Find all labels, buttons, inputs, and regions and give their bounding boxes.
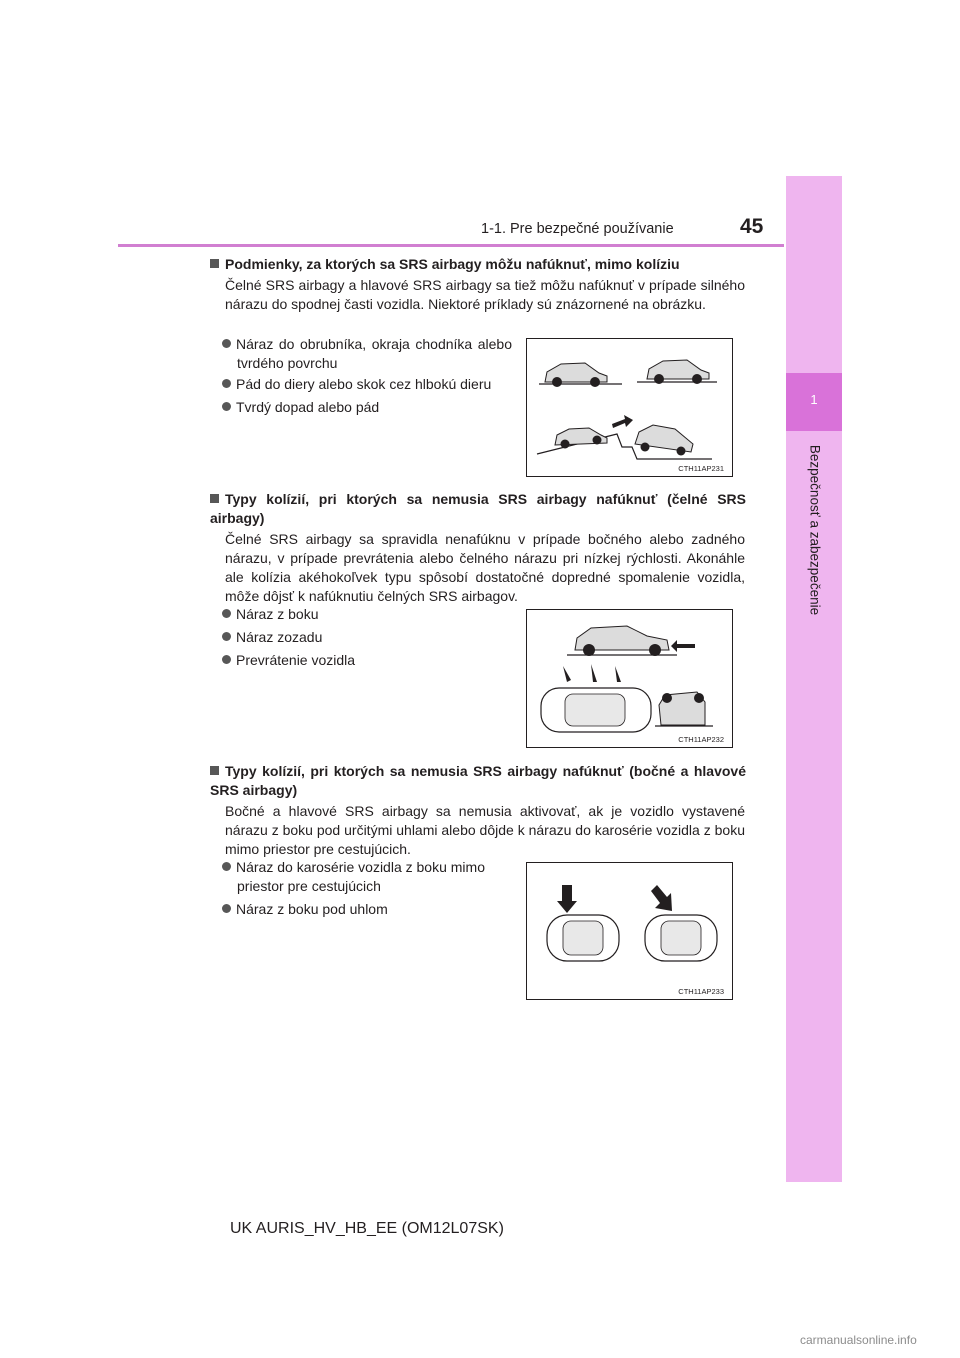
figure-curb-impact (526, 338, 733, 477)
square-bullet-icon (210, 766, 219, 775)
round-bullet-icon (222, 655, 231, 664)
car-impact-illustration (527, 339, 732, 476)
section-body-2: Čelné SRS airbagy sa spravidla nenafúknu v prípade bočného alebo zadného nárazu, v prípade prevrátenia alebo čelného nárazu pri nízkej rýchlosti. Akonáhle ale kolízia akéhokoľvek typu spôsobí dostatočné dopredné spomalenie vozidla, môže dôjsť k nafúknutiu čelných SRS airbagov. (225, 531, 745, 604)
chapter-number: 1 (810, 392, 818, 407)
section-body-3: Bočné a hlavové SRS airbagy sa nemusia aktivovať, ak je vozidlo vystavené nárazu z boku pod určitými uhlami alebo dôjde k nárazu do karosérie vozidla z boku mimo priestor pre cestujúcich. (225, 803, 745, 857)
figure-side-rear-rollover (526, 609, 733, 748)
square-bullet-icon (210, 259, 219, 268)
section-heading-1: Podmienky, za ktorých sa SRS airbagy môžu nafúknuť, mimo kolíziu (210, 255, 746, 274)
header-rule (118, 244, 784, 247)
car-collision-types-illustration (527, 610, 732, 747)
round-bullet-icon (222, 339, 231, 348)
list-item: Náraz zozadu (222, 628, 512, 647)
list-item: Náraz do obrubníka, okraja chodníka alebo tvrdého povrchu (222, 335, 512, 373)
list-item: Náraz z boku (222, 605, 512, 624)
list-item: Náraz do karosérie vozidla z boku mimo priestor pre cestujúcich (222, 858, 512, 896)
round-bullet-icon (222, 609, 231, 618)
section-body-1: Čelné SRS airbagy a hlavové SRS airbagy sa tiež môžu nafúknuť v prípade silného nárazu do spodnej časti vozidla. Niektoré príklady sú znázornené na obrázku. (225, 277, 745, 312)
section-heading-3: Typy kolízií, pri ktorých sa nemusia SRS airbagy nafúknuť (bočné a hlavové SRS airbagy) (210, 763, 746, 798)
round-bullet-icon (222, 632, 231, 641)
section-title: 1-1. Pre bezpečné používanie (481, 221, 674, 237)
figure-code: CTH11AP231 (678, 464, 724, 473)
list-item: Tvrdý dopad alebo pád (222, 398, 512, 417)
list-item: Pád do diery alebo skok cez hlbokú dieru (222, 375, 512, 394)
round-bullet-icon (222, 904, 231, 913)
figure-side-body-impact (526, 862, 733, 1000)
square-bullet-icon (210, 494, 219, 503)
list-item: Náraz z boku pod uhlom (222, 900, 512, 919)
chapter-side-strip (786, 176, 842, 1182)
model-code: UK AURIS_HV_HB_EE (OM12L07SK) (230, 1220, 504, 1237)
car-side-impact-illustration (527, 863, 732, 999)
chapter-label: Bezpečnosť a zabezpečenie (807, 444, 823, 616)
page-number: 45 (740, 215, 764, 238)
list-item: Prevrátenie vozidla (222, 651, 512, 670)
watermark: carmanualsonline.info (800, 1333, 917, 1347)
round-bullet-icon (222, 402, 231, 411)
round-bullet-icon (222, 862, 231, 871)
figure-code: CTH11AP233 (678, 987, 724, 996)
figure-code: CTH11AP232 (678, 735, 724, 744)
round-bullet-icon (222, 379, 231, 388)
section-heading-2: Typy kolízií, pri ktorých sa nemusia SRS airbagy nafúknuť (čelné SRS airbagy) (210, 491, 746, 526)
